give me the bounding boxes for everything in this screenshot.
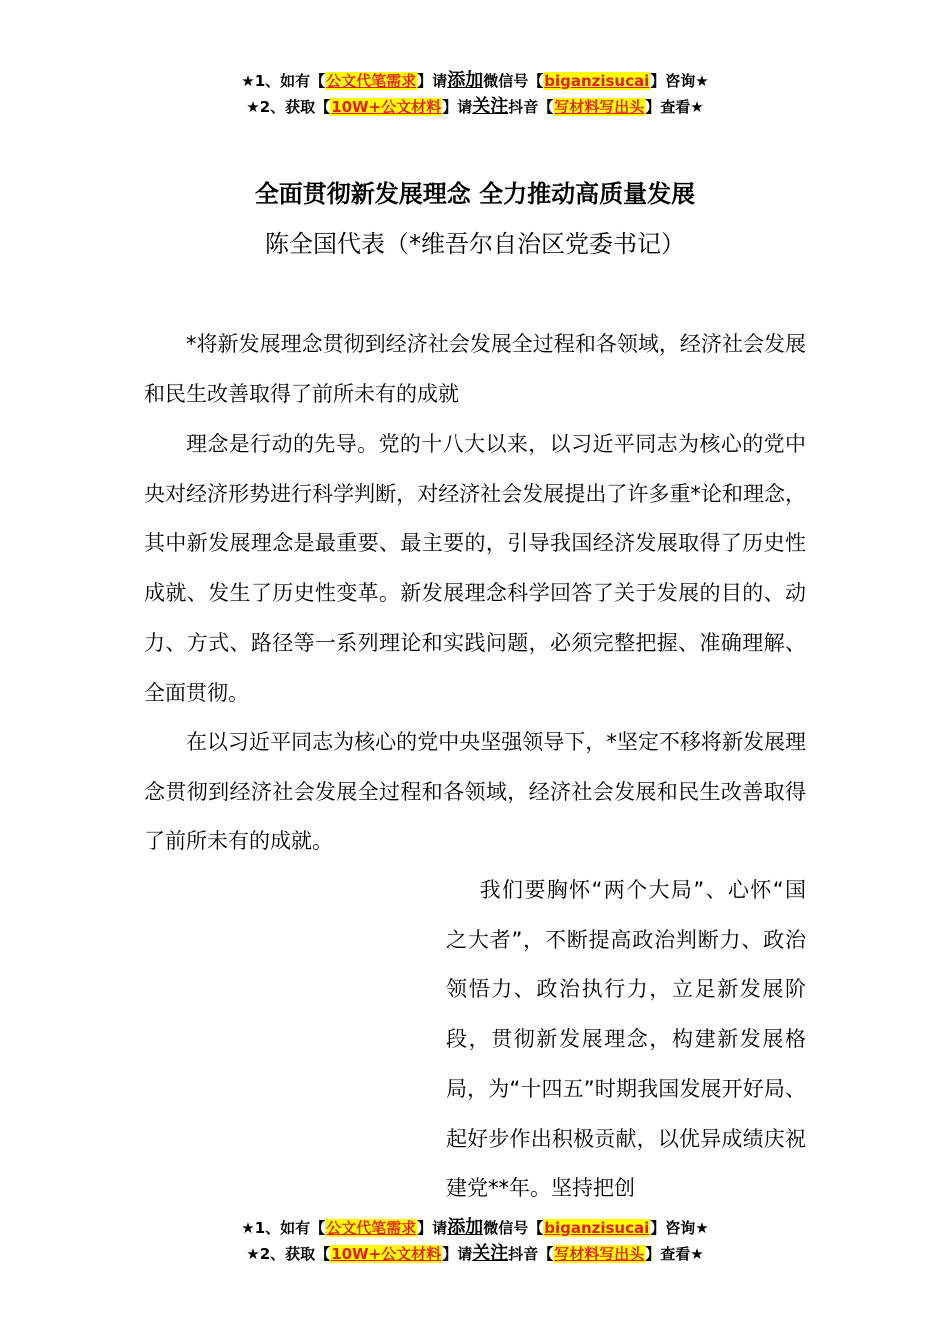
banner-highlight: 公文代笔需求: [326, 72, 417, 90]
banner-highlight: 公文代笔需求: [326, 1219, 417, 1237]
banner-text: 微信号【: [483, 72, 544, 90]
banner-text: 】请: [417, 72, 448, 90]
paragraph: 在以习近平同志为核心的党中央坚强领导下，*坚定不移将新发展理念贯彻到经济社会发展全过程和各领域，经济社会发展和民生改善取得了前所未有的成就。: [144, 730, 806, 854]
paragraph: 我们要胸怀“两个大局”、心怀“国之大者”，不断提高政治判断力、政治领悟力、政治执行力，立足新发展阶段，贯彻新发展理念，构建新发展格局，为“十四五”时期我国发展开好局、起好步作出积极贡献，以优异成绩庆祝建党**年。坚持把创: [446, 878, 806, 1201]
banner-emphasis: 添加: [447, 1217, 484, 1238]
banner-highlight: 10W+公文材料: [331, 1245, 442, 1263]
header-banner: [0, 68, 950, 120]
banner-text: 】咨询★: [650, 1219, 709, 1237]
banner-text: 微信号【: [483, 1219, 544, 1237]
banner-douyin-id: 写材料写出头: [554, 1245, 645, 1263]
banner-text: 抖音【: [508, 1245, 554, 1263]
banner-douyin-id: 写材料写出头: [554, 98, 645, 116]
banner-text: ★1、如有【: [241, 1219, 326, 1237]
banner-text: 抖音【: [508, 98, 554, 116]
document-subtitle: 陈全国代表（*维吾尔自治区党委书记）: [265, 230, 685, 258]
banner-text: 】请: [417, 1219, 448, 1237]
banner-wechat-id: biganzisucai: [544, 1219, 650, 1237]
banner-emphasis: 关注: [472, 1243, 509, 1264]
banner-text: 】查看★: [645, 98, 704, 116]
banner-text: ★2、获取【: [246, 98, 331, 116]
banner-text: 】请: [442, 98, 473, 116]
banner-line-2: [0, 1241, 950, 1267]
document-title: 全面贯彻新发展理念 全力推动高质量发展: [254, 180, 696, 208]
footer-banner: [0, 1215, 950, 1267]
banner-line-1: [0, 68, 950, 94]
banner-line-1: [0, 1215, 950, 1241]
banner-highlight: 10W+公文材料: [331, 98, 442, 116]
banner-emphasis: 关注: [472, 96, 509, 117]
banner-line-2: [0, 94, 950, 120]
banner-text: 】咨询★: [650, 72, 709, 90]
banner-emphasis: 添加: [447, 70, 484, 91]
banner-text: ★2、获取【: [246, 1245, 331, 1263]
banner-text: 】查看★: [645, 1245, 704, 1263]
banner-text: 】请: [442, 1245, 473, 1263]
paragraph: 理念是行动的先导。党的十八大以来，以习近平同志为核心的党中央对经济形势进行科学判断，对经济社会发展提出了许多重*论和理念，其中新发展理念是最重要、最主要的，引导我国经济发展取得了历史性成就、发生了历史性变革。新发展理念科学回答了关于发展的目的、动力、方式、路径等一系列理论和实践问题，必须完整把握、准确理解、全面贯彻。: [144, 432, 806, 705]
paragraph: *将新发展理念贯彻到经济社会发展全过程和各领域，经济社会发展和民生改善取得了前所未有的成就: [144, 332, 806, 406]
banner-text: ★1、如有【: [241, 72, 326, 90]
banner-wechat-id: biganzisucai: [544, 72, 650, 90]
